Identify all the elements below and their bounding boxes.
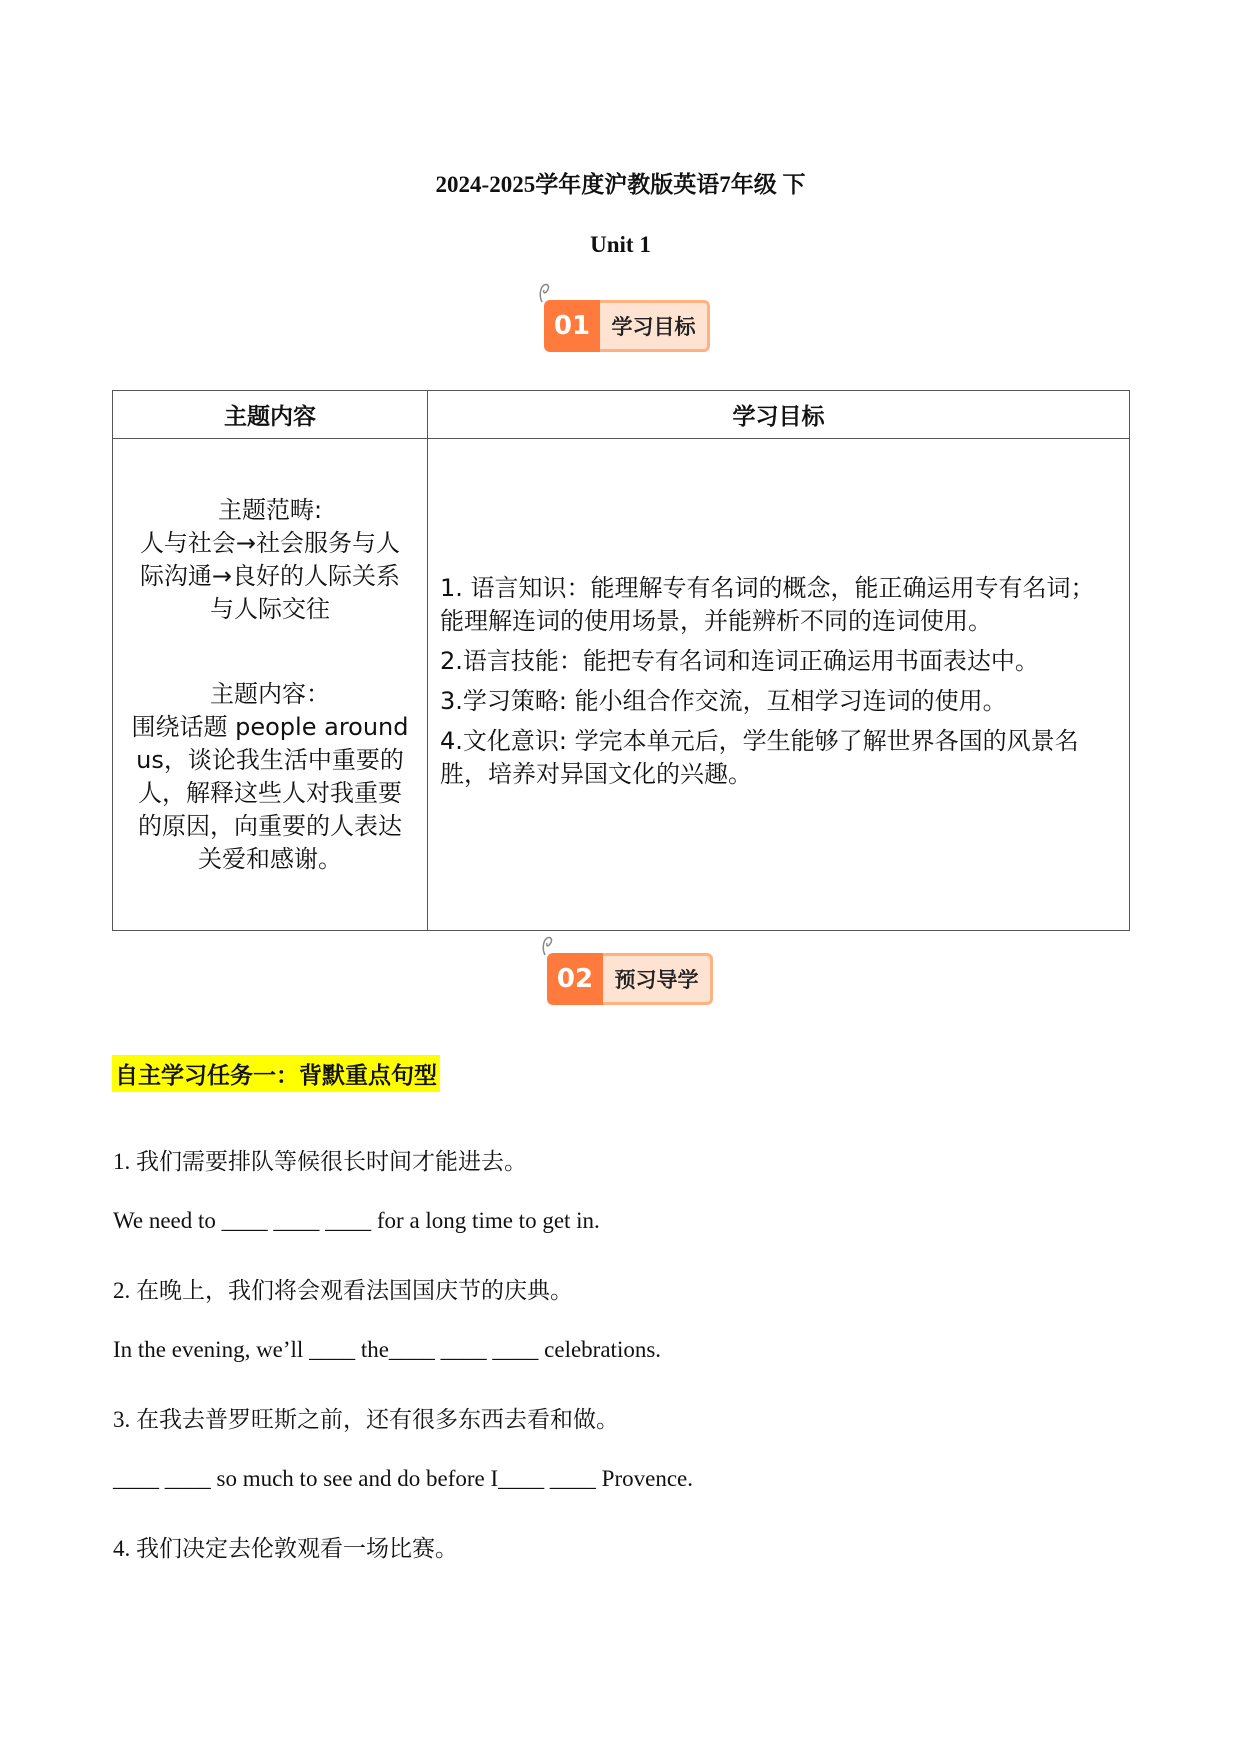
table-header-goals: 学习目标 <box>428 391 1130 439</box>
theme-cell <box>113 439 428 931</box>
goals-cell <box>428 439 1130 931</box>
goals-table <box>112 390 1130 931</box>
unit-title: Unit 1 <box>590 232 651 257</box>
goal-item: 4.文化意识: 学完本单元后，学生能够了解世界各国的风景名胜，培养对异国文化的兴趣。 <box>440 726 1079 788</box>
paperclip-icon <box>538 282 552 304</box>
section-badge-goals <box>544 300 710 352</box>
question-line: 2. 在晚上，我们将会观看法国国庆节的庆典。 <box>113 1278 573 1303</box>
task-heading: 自主学习任务一：背默重点句型 <box>112 1055 440 1092</box>
category-label: 主题范畴: <box>217 495 323 524</box>
answer-line: We need to ____ ____ ____ for a long time to get in. <box>113 1208 600 1233</box>
badge-label: 学习目标 <box>600 300 710 352</box>
answer-line: ____ ____ so much to see and do before I____ ____ Provence. <box>113 1466 693 1491</box>
badge-label: 预习导学 <box>603 953 713 1005</box>
goal-item: 3.学习策略: 能小组合作交流，互相学习连词的使用。 <box>440 686 1007 715</box>
badge-number: 01 <box>544 300 600 352</box>
question-line: 1. 我们需要排队等候很长时间才能进去。 <box>113 1149 527 1174</box>
question-line: 4. 我们决定去伦敦观看一场比赛。 <box>113 1536 458 1561</box>
category-text: 人与社会→社会服务与人际沟通→良好的人际关系与人际交往 <box>139 528 401 623</box>
goal-item: 1. 语言知识：能理解专有名词的概念，能正确运用专有名词；能理解连词的使用场景，并能辨析不同的连词使用。 <box>440 573 1095 635</box>
section-badge-preview <box>547 953 713 1005</box>
table-header-theme: 主题内容 <box>113 391 428 439</box>
content-label: 主题内容： <box>210 679 330 708</box>
badge-number: 02 <box>547 953 603 1005</box>
question-line: 3. 在我去普罗旺斯之前，还有很多东西去看和做。 <box>113 1407 619 1432</box>
content-text: 围绕话题 people around us，谈论我生活中重要的人，解释这些人对我重要的原因，向重要的人表达关爱和感谢。 <box>131 712 409 873</box>
answer-line: In the evening, we’ll ____ the____ ____ ____ celebrations. <box>113 1337 662 1362</box>
paperclip-icon <box>541 935 555 957</box>
document-title: 2024-2025学年度沪教版英语7年级 下 <box>435 172 806 197</box>
goal-item: 2.语言技能：能把专有名词和连词正确运用书面表达中。 <box>440 646 1039 675</box>
